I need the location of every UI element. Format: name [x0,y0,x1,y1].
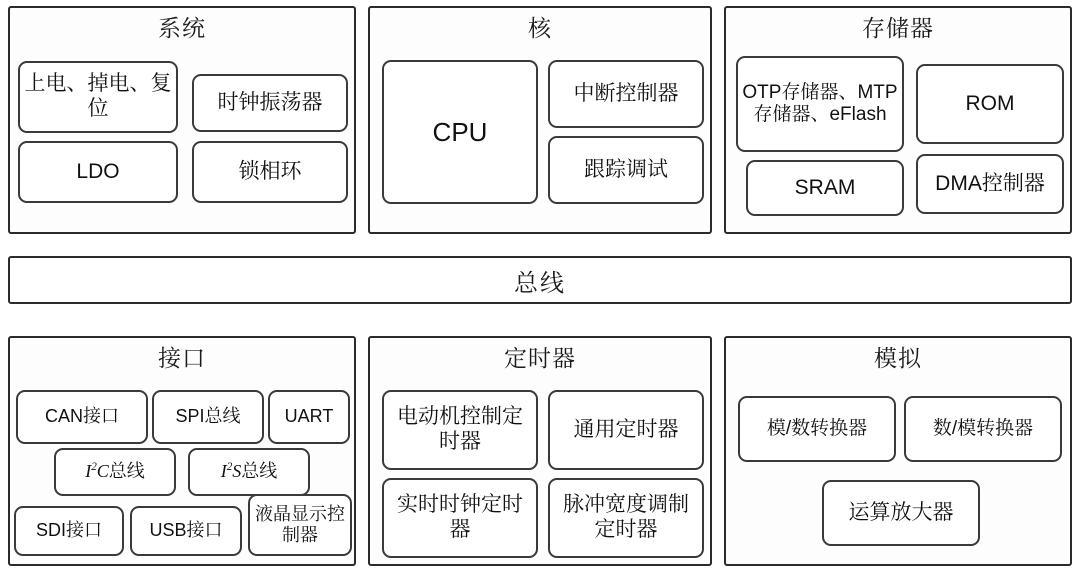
block-i2s-bus [188,448,310,496]
group-title-analog: 模拟 [874,345,922,371]
group-core [368,6,712,234]
block-trace-debug: 跟踪调试 [548,136,704,204]
group-title-system: 系统 [158,15,206,41]
group-title-timer: 定时器 [504,345,576,371]
block-adc: 模/数转换器 [738,396,896,462]
group-title-memory: 存储器 [862,15,934,41]
block-power-on-off-reset: 上电、掉电、复位 [18,61,178,133]
block-dac: 数/模转换器 [904,396,1062,462]
block-usb-interface: USB接口 [130,506,242,556]
i2s-bus-label: $I^2S$总线 [220,461,278,482]
block-op-amp: 运算放大器 [822,480,980,546]
group-system [8,6,356,234]
block-can-interface: CAN接口 [16,390,148,444]
bus-label: 总线 [514,269,566,297]
block-ldo: LDO [18,141,178,203]
block-interrupt-controller: 中断控制器 [548,60,704,128]
group-title-interface: 接口 [158,345,206,371]
block-uart: UART [268,390,350,444]
block-rtc-timer: 实时时钟定时器 [382,478,538,558]
block-pll: 锁相环 [192,141,348,203]
block-pwm-timer: 脉冲宽度调制定时器 [548,478,704,558]
group-memory [724,6,1072,234]
group-interface [8,336,356,566]
block-sram: SRAM [746,160,904,216]
block-sdi-interface: SDI接口 [14,506,124,556]
bus-bar [8,256,1072,304]
block-i2c-bus [54,448,176,496]
block-otp-mtp-eflash: OTP存储器、MTP存储器、eFlash [736,56,904,152]
group-analog [724,336,1072,566]
block-spi-bus: SPI总线 [152,390,264,444]
block-cpu: CPU [382,60,538,204]
block-dma-controller: DMA控制器 [916,154,1064,214]
block-lcd-controller: 液晶显示控制器 [248,494,352,556]
block-general-purpose-timer: 通用定时器 [548,390,704,470]
block-rom: ROM [916,64,1064,144]
block-motor-control-timer: 电动机控制定时器 [382,390,538,470]
group-timer [368,336,712,566]
group-title-core: 核 [528,15,552,41]
i2c-bus-label: $I^2C$总线 [85,461,145,482]
block-clock-oscillator: 时钟振荡器 [192,74,348,132]
